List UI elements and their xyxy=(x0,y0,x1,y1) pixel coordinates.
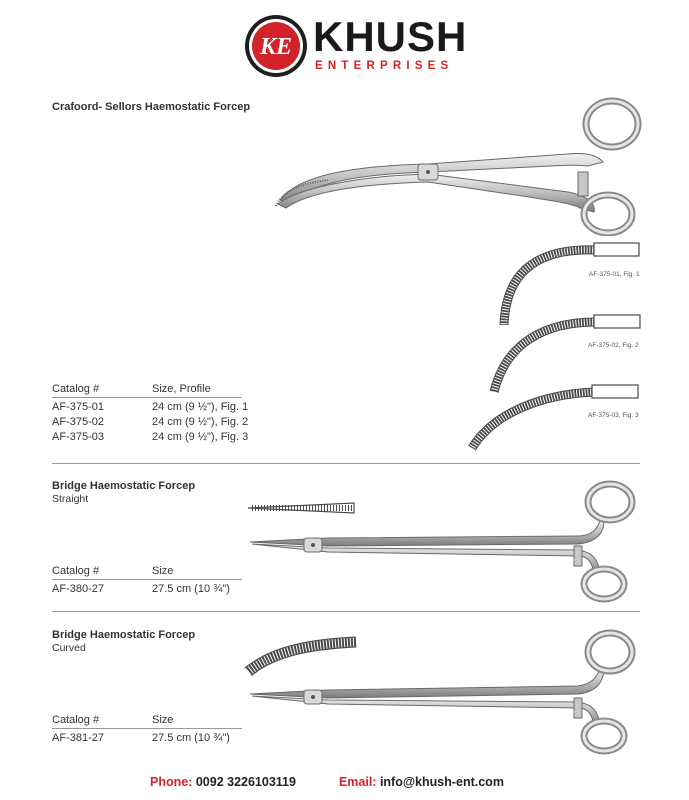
section-divider xyxy=(52,611,640,612)
section2-col-size: Size xyxy=(152,565,174,577)
brand-tagline: ENTERPRISES xyxy=(315,60,454,72)
table-row-size: 24 cm (9 ½"), Fig. 3 xyxy=(152,431,249,443)
phone-number[interactable]: 0092 3226103119 xyxy=(195,775,296,789)
email-label: Email: xyxy=(338,775,377,789)
section3-table-rule xyxy=(52,728,242,729)
fig3-label: AF-375-03, Fig. 3 xyxy=(588,412,639,419)
table-row-size: 27.5 cm (10 ¾") xyxy=(152,583,230,595)
logo-emblem-icon xyxy=(243,13,309,79)
bridge-curved-forcep-illustration xyxy=(248,628,643,756)
brand-logo xyxy=(243,13,309,79)
table-row-catalog: AF-380-27 xyxy=(52,583,104,595)
footer-contact xyxy=(150,775,504,789)
section3-title: Bridge Haemostatic Forcep xyxy=(52,629,196,641)
table-row-catalog: AF-375-03 xyxy=(52,431,104,443)
table-row-catalog: AF-375-02 xyxy=(52,416,104,428)
table-row-size: 27.5 cm (10 ¾") xyxy=(152,732,230,744)
email-link[interactable]: info@khush-ent.com xyxy=(379,775,504,789)
table-row-catalog: AF-375-01 xyxy=(52,401,104,413)
section1-col-catalog: Catalog # xyxy=(52,383,100,395)
section2-subtitle: Straight xyxy=(52,493,89,505)
section2-title: Bridge Haemostatic Forcep xyxy=(52,480,196,492)
table-row-catalog: AF-381-27 xyxy=(52,732,104,744)
fig2-label: AF-375-02, Fig. 2 xyxy=(588,342,639,349)
section2-table-rule xyxy=(52,579,242,580)
section2-col-catalog: Catalog # xyxy=(52,565,100,577)
section-divider xyxy=(52,463,640,464)
crafoord-forcep-illustration xyxy=(268,96,648,236)
fig1-label: AF-375-01, Fig. 1 xyxy=(589,271,640,278)
bridge-straight-forcep-illustration xyxy=(248,480,643,605)
phone-label: Phone: xyxy=(150,775,193,789)
section1-title: Crafoord- Sellors Haemostatic Forcep xyxy=(52,101,251,113)
brand-name: KHUSH xyxy=(313,13,468,60)
table-row-size: 24 cm (9 ½"), Fig. 1 xyxy=(152,401,249,413)
table-row-size: 24 cm (9 ½"), Fig. 2 xyxy=(152,416,249,428)
section1-table-rule xyxy=(52,397,242,398)
section3-col-size: Size xyxy=(152,714,174,726)
section1-col-size: Size, Profile xyxy=(152,383,211,395)
logo-monogram: KE xyxy=(259,34,293,60)
section3-subtitle: Curved xyxy=(52,642,86,654)
section3-col-catalog: Catalog # xyxy=(52,714,100,726)
